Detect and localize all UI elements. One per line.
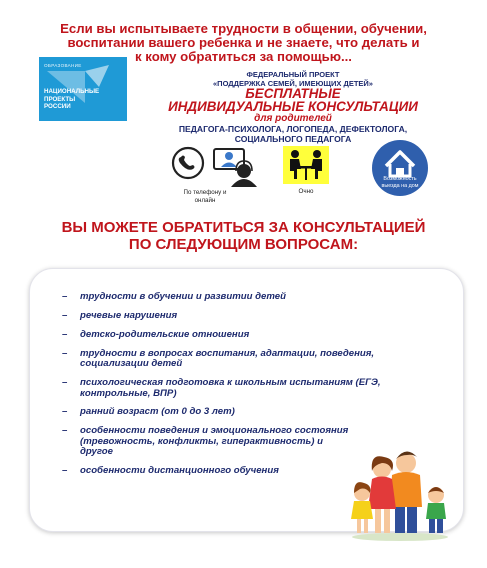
list-item	[62, 407, 382, 418]
bullet-dash: –	[62, 377, 68, 389]
for-parents-label: для родителей	[254, 113, 332, 124]
phone-headset-icon	[168, 141, 268, 187]
topics-heading-line-1: ВЫ МОЖЕТЕ ОБРАТИТЬСЯ ЗА КОНСУЛЬТАЦИЕЙ	[61, 219, 426, 236]
intro-line-3: к кому обратиться за помощью...	[135, 49, 352, 65]
bullet-dash: –	[62, 291, 68, 302]
home-caption-line-1: Возможность	[383, 176, 417, 182]
topic-text: трудности в обучении и развитии детей	[80, 291, 286, 302]
home-caption-line-2: выезда на дом	[381, 182, 419, 189]
list-item	[62, 292, 382, 303]
intro-line-1: Если вы испытываете трудности в общении, обучении,	[60, 21, 427, 36]
bullet-dash: –	[62, 347, 68, 359]
logo-line-1: НАЦИОНАЛЬНЫЕ	[44, 88, 100, 95]
topic-text: особенности поведения и эмоционального состояния (тревожность, конфликты, гиперактивность) и другое	[80, 425, 349, 458]
phone-online-caption	[170, 189, 240, 204]
bullet-dash: –	[62, 328, 68, 340]
national-projects-logo	[39, 57, 127, 121]
list-item	[62, 330, 382, 341]
free-label: БЕСПЛАТНЫЕ	[245, 86, 341, 101]
bullet-dash: –	[62, 425, 68, 437]
topic-text: ранний возраст (от 0 до 3 лет)	[80, 406, 235, 418]
specialists-line-2: СОЦИАЛЬНОГО ПЕДАГОГА	[234, 134, 352, 144]
list-item	[62, 311, 382, 322]
logo-caption: ОБРАЗОВАНИЕ	[44, 63, 82, 68]
home-visit-caption	[366, 176, 434, 189]
intro-line-2: воспитании вашего ребенка и не знаете, что делать и	[67, 35, 420, 51]
list-item	[62, 426, 382, 458]
topics-list	[62, 292, 382, 485]
bullet-dash: –	[62, 465, 68, 477]
bullet-dash: –	[62, 309, 68, 321]
family-illustration	[348, 445, 452, 541]
topic-text: детско-родительские отношения	[80, 328, 250, 340]
topic-text: особенности дистанционного обучения	[80, 465, 279, 477]
bullet-dash: –	[62, 406, 68, 418]
free-consultations-title	[128, 88, 458, 113]
specialists-line-1: ПЕДАГОГА-ПСИХОЛОГА, ЛОГОПЕДА, ДЕФЕКТОЛОГА,	[178, 124, 408, 134]
phone-caption-line-2: онлайн	[194, 196, 216, 204]
phone-caption-line-1: По телефону и	[183, 189, 227, 196]
consultations-label: ИНДИВИДУАЛЬНЫЕ КОНСУЛЬТАЦИИ	[168, 98, 418, 114]
topics-heading-line-2: ПО СЛЕДУЮЩИМ ВОПРОСАМ:	[128, 235, 359, 253]
federal-project-line-1: ФЕДЕРАЛЬНЫЙ ПРОЕКТ	[246, 70, 340, 79]
in-person-caption: Очно	[298, 188, 314, 195]
list-item	[62, 349, 382, 370]
logo-line-2: ПРОЕКТЫ	[44, 95, 76, 103]
list-item	[62, 466, 382, 477]
two-people-table-icon	[283, 146, 329, 184]
topic-text: трудности в вопросах воспитания, адаптации, поведения, социализации детей	[80, 347, 375, 370]
list-item	[62, 378, 382, 399]
federal-project-line-2: «ПОДДЕРЖКА СЕМЕЙ, ИМЕЮЩИХ ДЕТЕЙ»	[213, 79, 373, 88]
logo-line-3: РОССИИ	[44, 103, 71, 110]
topics-heading	[20, 220, 467, 253]
topic-text: психологическая подготовка к школьным испытаниям (ЕГЭ, контрольные, ВПР)	[80, 377, 381, 399]
topic-text: речевые нарушения	[80, 309, 178, 321]
intro-banner	[0, 0, 487, 65]
